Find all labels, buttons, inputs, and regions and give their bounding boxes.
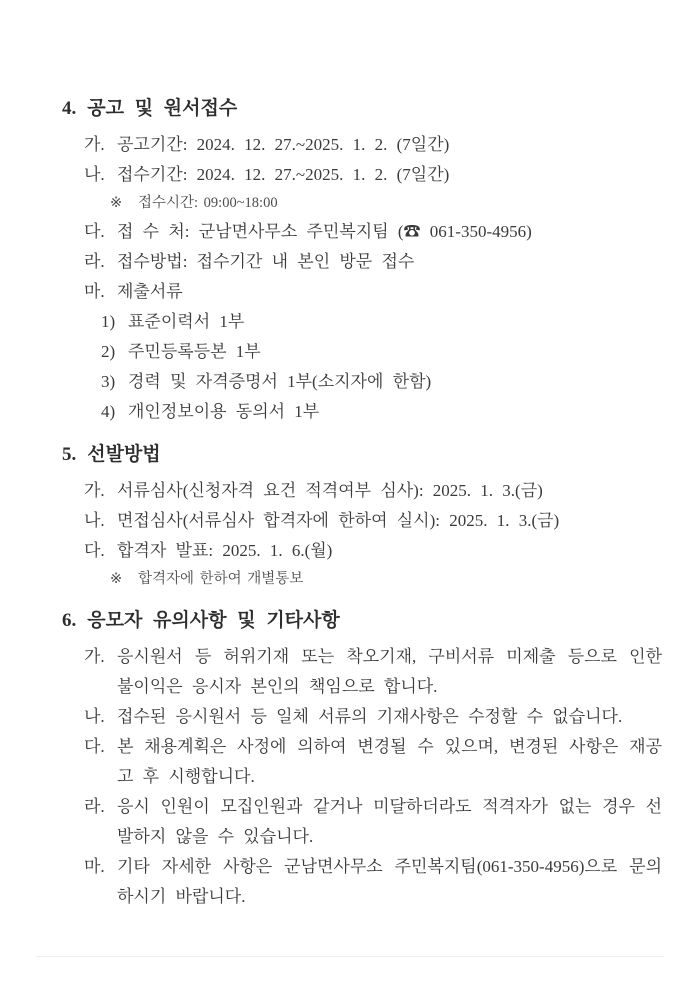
section-title: 선발방법 <box>87 444 161 465</box>
section-number: 4. <box>62 98 77 119</box>
sub-list-item <box>101 337 662 367</box>
item-label: 마. <box>84 282 105 301</box>
sub-list-item <box>101 397 662 427</box>
item-text: 접수방법: 접수기간 내 본인 방문 접수 <box>117 252 415 271</box>
item-label: 나. <box>84 511 105 530</box>
section-title: 응모자 유의사항 및 기타사항 <box>87 610 340 631</box>
section-announcement-and-application <box>0 97 700 427</box>
list-item <box>84 852 662 912</box>
item-text: 서류심사(신청자격 요건 적격여부 심사): 2025. 1. 3.(금) <box>117 481 543 500</box>
item-text: 접수된 응시원서 등 일체 서류의 기재사항은 수정할 수 없습니다. <box>117 707 623 726</box>
item-text: 제출서류 <box>117 282 183 301</box>
list-item <box>84 160 662 190</box>
section-title: 공고 및 원서접수 <box>87 98 238 119</box>
note-line <box>110 566 662 593</box>
list-item <box>84 536 662 566</box>
section-number: 5. <box>62 444 77 465</box>
item-label: 가. <box>84 647 105 666</box>
item-label: 다. <box>84 222 105 241</box>
item-text: 기타 자세한 사항은 군남면사무소 주민복지팀(061-350-4956)으로 문의하시기 바랍니다. <box>117 857 662 906</box>
sub-item-text: 표준이력서 1부 <box>128 312 245 331</box>
item-label: 다. <box>84 541 105 560</box>
item-text: 공고기간: 2024. 12. 27.~2025. 1. 2. (7일간) <box>117 135 450 154</box>
section-selection-method <box>0 443 700 593</box>
sub-list-item <box>101 367 662 397</box>
section-heading <box>62 609 662 633</box>
list-item <box>84 277 662 307</box>
item-text: 본 채용계획은 사정에 의하여 변경될 수 있으며, 변경된 사항은 재공고 후 시행합니다. <box>117 737 662 786</box>
item-label: 가. <box>84 135 105 154</box>
item-text: 응시 인원이 모집인원과 같거나 미달하더라도 적격자가 없는 경우 선발하지 않을 수 있습니다. <box>117 797 662 846</box>
item-text: 응시원서 등 허위기재 또는 착오기재, 구비서류 미제출 등으로 인한 불이익은 응시자 본인의 책임으로 합니다. <box>117 647 662 696</box>
sub-item-text: 경력 및 자격증명서 1부(소지자에 한함) <box>128 372 432 391</box>
item-text: 면접심사(서류심사 합격자에 한하여 실시): 2025. 1. 3.(금) <box>117 511 560 530</box>
list-item <box>84 130 662 160</box>
item-label: 마. <box>84 857 105 876</box>
sub-item-label: 3) <box>101 372 116 391</box>
sub-item-label: 4) <box>101 402 116 421</box>
item-label: 다. <box>84 737 105 756</box>
item-label: 가. <box>84 481 105 500</box>
item-label: 라. <box>84 797 105 816</box>
reference-mark-icon: ※ <box>110 195 123 211</box>
page-bottom-divider <box>36 956 664 957</box>
note-line <box>110 190 662 217</box>
reference-mark-icon: ※ <box>110 571 123 587</box>
list-item <box>84 732 662 792</box>
section-applicant-notices <box>0 609 700 912</box>
item-label: 라. <box>84 252 105 271</box>
sub-list-item <box>101 307 662 337</box>
list-item <box>84 476 662 506</box>
list-item <box>84 217 662 247</box>
list-item <box>84 702 662 732</box>
sub-item-text: 개인정보이용 동의서 1부 <box>128 402 320 421</box>
list-item <box>84 642 662 702</box>
item-text: 합격자 발표: 2025. 1. 6.(월) <box>117 541 333 560</box>
list-item <box>84 247 662 277</box>
item-text: 접 수 처: 군남면사무소 주민복지팀 (☎ 061-350-4956) <box>117 222 532 241</box>
list-item <box>84 792 662 852</box>
section-number: 6. <box>62 610 77 631</box>
sub-item-text: 주민등록등본 1부 <box>128 342 261 361</box>
sub-item-label: 1) <box>101 312 116 331</box>
note-text: 접수시간: 09:00~18:00 <box>138 195 278 211</box>
section-heading <box>62 97 662 121</box>
section-heading <box>62 443 662 467</box>
item-text: 접수기간: 2024. 12. 27.~2025. 1. 2. (7일간) <box>117 165 450 184</box>
sub-item-label: 2) <box>101 342 116 361</box>
list-item <box>84 506 662 536</box>
note-text: 합격자에 한하여 개별통보 <box>138 571 304 587</box>
item-label: 나. <box>84 707 105 726</box>
item-label: 나. <box>84 165 105 184</box>
